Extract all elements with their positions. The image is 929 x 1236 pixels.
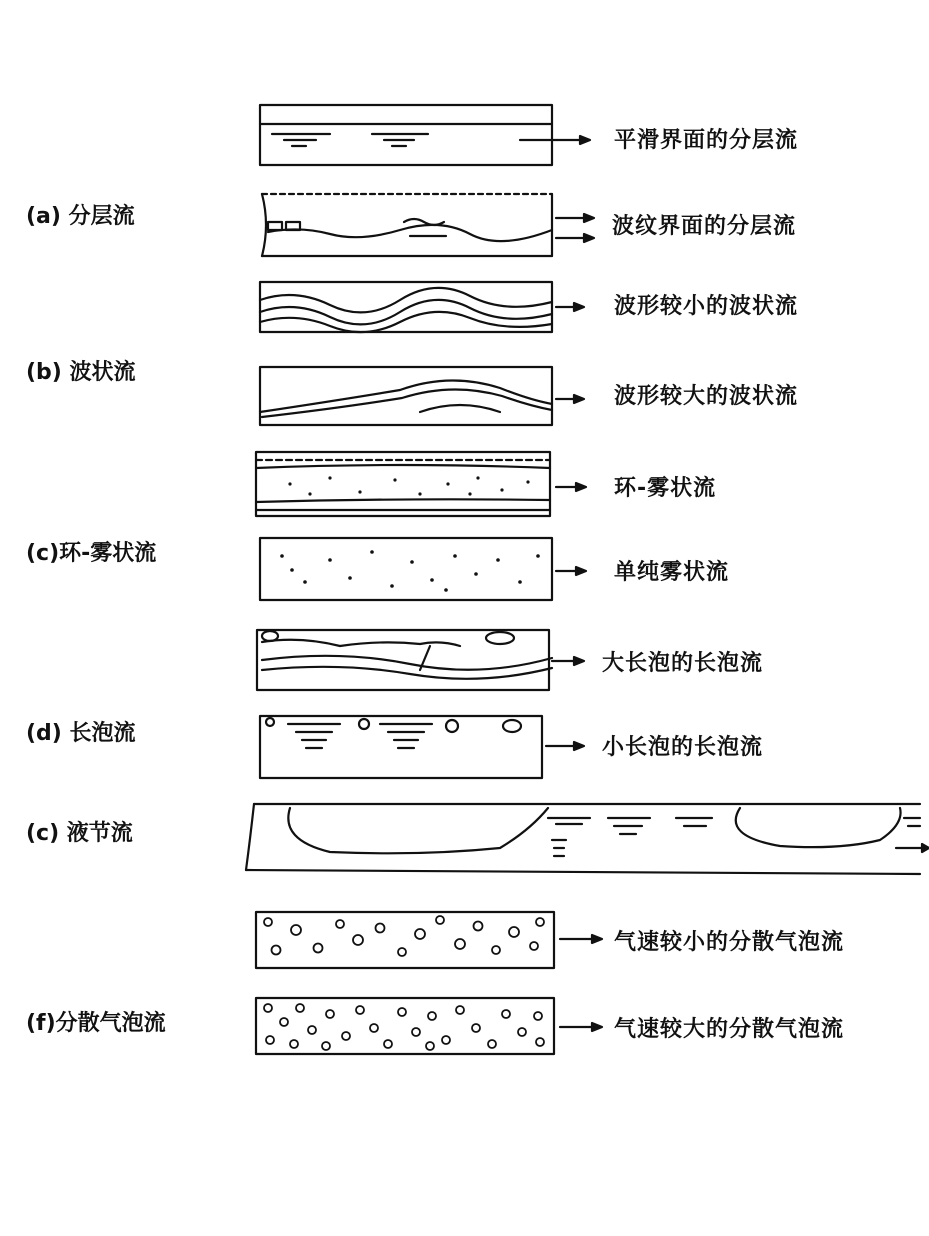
bubbles-high — [264, 1004, 544, 1050]
pattern-label-c2: 单纯雾状流 — [614, 560, 730, 585]
droplets-mist — [280, 550, 540, 592]
pipe-wavy-large — [260, 367, 584, 425]
pattern-label-f1: 气速较小的分散气泡流 — [614, 930, 845, 955]
pipe-slug — [246, 804, 929, 874]
pattern-label-a1: 平滑界面的分层流 — [614, 128, 799, 153]
pipe-wavy-small — [260, 282, 584, 332]
pattern-label-b2: 波形较大的波状流 — [614, 384, 799, 409]
pipe-annular-mist — [256, 452, 586, 516]
pattern-label-d1: 大长泡的长泡流 — [602, 651, 764, 676]
group-label-f: (f)分散气泡流 — [26, 1011, 166, 1036]
pipe-elongated-large — [257, 630, 584, 690]
pipe-dispersed-low — [256, 912, 602, 968]
bubbles-low — [264, 916, 544, 956]
pattern-label-d2: 小长泡的长泡流 — [602, 735, 764, 760]
pipe-mist — [260, 538, 586, 600]
pipe-elongated-small — [260, 716, 584, 778]
pattern-label-b1: 波形较小的波状流 — [614, 294, 799, 319]
group-label-e: (c) 液节流 — [26, 821, 133, 846]
pipe-dispersed-high — [256, 998, 602, 1054]
group-label-c: (c)环-雾状流 — [26, 541, 157, 566]
group-label-d: (d) 长泡流 — [26, 721, 136, 746]
pattern-label-c1: 环-雾状流 — [614, 476, 717, 501]
droplets-annular — [288, 476, 529, 495]
pipe-stratified-wavy — [262, 194, 594, 256]
pattern-label-f2: 气速较大的分散气泡流 — [614, 1017, 845, 1042]
pattern-label-a2: 波纹界面的分层流 — [612, 214, 797, 239]
pipe-stratified-smooth — [260, 105, 590, 165]
group-label-b: (b) 波状流 — [26, 360, 136, 385]
group-label-a: (a) 分层流 — [26, 204, 135, 229]
